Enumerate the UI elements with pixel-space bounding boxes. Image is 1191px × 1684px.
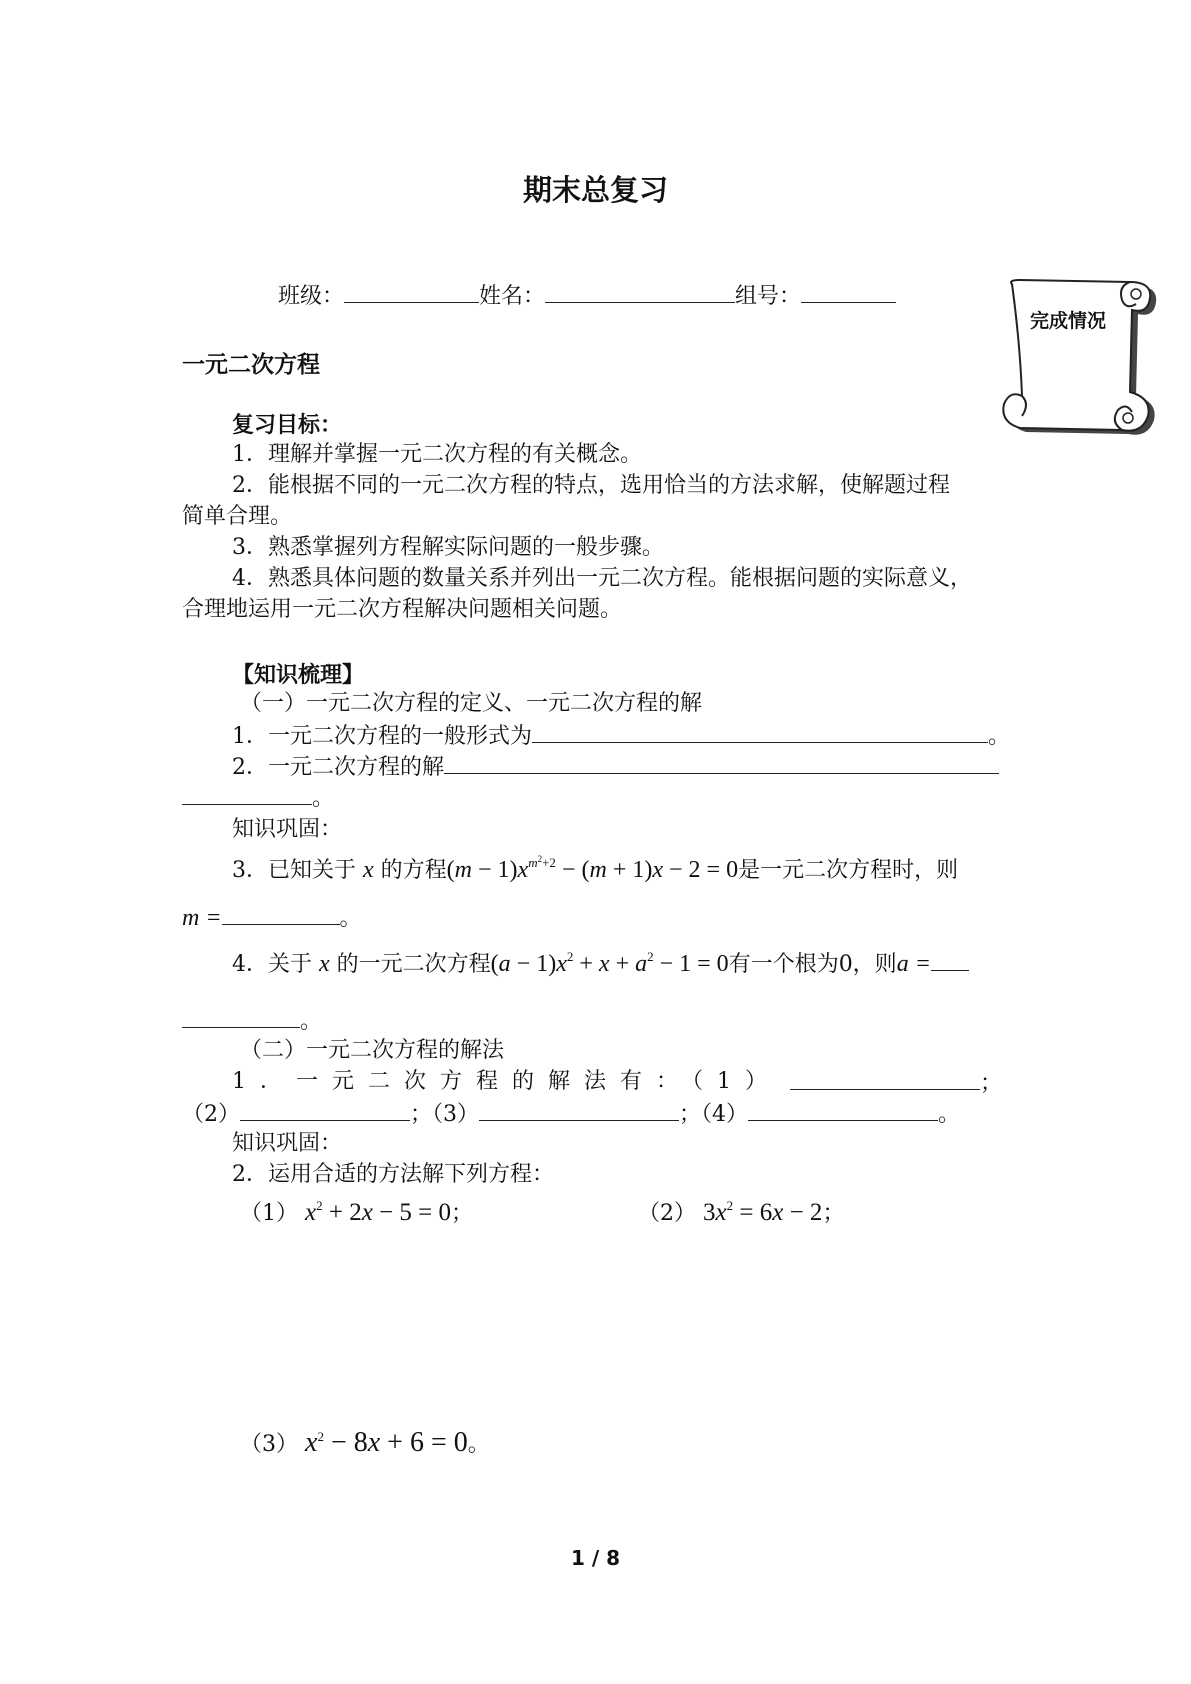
period: 。 bbox=[467, 1432, 490, 1457]
period: 。 bbox=[988, 724, 1011, 749]
class-label: 班级： bbox=[278, 284, 345, 309]
equation-1-row bbox=[240, 1198, 473, 1229]
methods-text: 1．一元二次方程的解法有：（1） bbox=[232, 1069, 781, 1094]
question-4 bbox=[232, 948, 969, 980]
question-3-answer-line bbox=[182, 902, 362, 934]
method-2-answer[interactable] bbox=[240, 1098, 410, 1121]
equation-3: $x^2 - 8x + 6 = 0$ bbox=[305, 1427, 468, 1458]
question-4-prefix: 4．关于 bbox=[232, 952, 312, 977]
equation-3-row bbox=[240, 1428, 490, 1460]
method-3-answer[interactable] bbox=[479, 1098, 679, 1121]
equation-2-row bbox=[638, 1198, 844, 1229]
group-label: 组号： bbox=[735, 284, 802, 309]
part1-title: （一）一元二次方程的定义、一元二次方程的解 bbox=[240, 691, 703, 716]
question-3-answer[interactable] bbox=[222, 902, 340, 925]
question-4-suffix: 有一个根为0，则 bbox=[728, 952, 897, 977]
equation-3-label: （3） bbox=[240, 1432, 298, 1457]
semicolon: ； bbox=[822, 1201, 845, 1226]
question-4-cont bbox=[182, 1005, 322, 1037]
period: 。 bbox=[339, 906, 362, 931]
question-3-prefix: 3．已知关于 bbox=[232, 858, 356, 883]
consolidate-1: 知识巩固： bbox=[232, 817, 343, 842]
goals-heading: 复习目标： bbox=[232, 413, 343, 438]
method-4-answer[interactable] bbox=[748, 1098, 938, 1121]
question-3 bbox=[232, 855, 958, 886]
question-2-answer[interactable] bbox=[444, 751, 999, 774]
equation-1: $x^2 + 2x - 5 = 0$ bbox=[305, 1198, 452, 1226]
question-3-mid: 的方程 bbox=[380, 858, 447, 883]
name-label: 姓名： bbox=[479, 284, 546, 309]
question-2-answer-cont[interactable] bbox=[182, 782, 312, 805]
semicolon: ； bbox=[451, 1201, 474, 1226]
period: 。 bbox=[938, 1102, 961, 1127]
variable-x: x bbox=[319, 951, 330, 977]
question-2-text: 2．一元二次方程的解 bbox=[232, 755, 444, 780]
question-1-answer[interactable] bbox=[532, 720, 988, 743]
methods-line bbox=[232, 1067, 781, 1097]
goal-item-4-cont: 合理地运用一元二次方程解决问题相关问题。 bbox=[182, 597, 623, 622]
part2-title: （二）一元二次方程的解法 bbox=[240, 1038, 505, 1063]
question-5: 2．运用合适的方法解下列方程： bbox=[232, 1162, 554, 1187]
equation-q4: $(a - 1)x^2 + x + a^2 - 1 = 0$ bbox=[490, 949, 729, 977]
question-4-mid: 的一元二次方程 bbox=[336, 952, 491, 977]
equation-2-label: （2） bbox=[638, 1201, 696, 1226]
page-title: 期末总复习 bbox=[522, 173, 668, 207]
method-1-answer[interactable] bbox=[790, 1067, 980, 1090]
goal-item-3: 3．熟悉掌握列方程解实际问题的一般步骤。 bbox=[232, 535, 664, 560]
question-4-answer[interactable] bbox=[931, 948, 969, 971]
question-4-answer-cont[interactable] bbox=[182, 1005, 300, 1028]
methods-line-2 bbox=[182, 1098, 960, 1130]
method-3-label: （3） bbox=[432, 1102, 480, 1127]
completion-status-label: 完成情况 bbox=[1030, 310, 1107, 332]
period: 。 bbox=[300, 1009, 323, 1034]
equation-q3: $(m - 1)x^{m^2+2} - (m + 1)x - 2 = 0$ bbox=[446, 854, 739, 883]
name-field[interactable] bbox=[545, 280, 735, 303]
answer-var-a: a = bbox=[896, 951, 931, 977]
variable-x: x bbox=[363, 857, 374, 883]
goal-item-1: 1．理解并掌握一元二次方程的有关概念。 bbox=[232, 442, 642, 467]
period: 。 bbox=[312, 786, 335, 811]
goal-item-2: 2．能根据不同的一元二次方程的特点，选用恰当的方法求解，使解题过程 bbox=[232, 473, 950, 498]
answer-var-m: m = bbox=[182, 905, 222, 931]
semicolon: ； bbox=[679, 1102, 702, 1127]
knowledge-heading: 【知识梳理】 bbox=[232, 663, 365, 688]
semicolon: ； bbox=[980, 1071, 1003, 1096]
method-4-label: （4） bbox=[701, 1102, 749, 1127]
question-1-text: 1．一元二次方程的一般形式为 bbox=[232, 724, 532, 749]
goal-item-4: 4．熟悉具体问题的数量关系并列出一元二次方程。能根据问题的实际意义， bbox=[232, 566, 972, 591]
consolidate-2: 知识巩固： bbox=[232, 1131, 343, 1156]
completion-scroll-icon bbox=[990, 272, 1165, 442]
question-1 bbox=[232, 720, 1010, 752]
goal-item-2-cont: 简单合理。 bbox=[182, 504, 293, 529]
equation-1-label: （1） bbox=[240, 1201, 298, 1226]
class-field[interactable] bbox=[344, 280, 479, 303]
method-2-label: （2） bbox=[182, 1102, 240, 1127]
question-3-suffix: 是一元二次方程时，则 bbox=[738, 858, 959, 883]
group-field[interactable] bbox=[801, 280, 896, 303]
student-info-line bbox=[278, 280, 896, 312]
question-2 bbox=[232, 751, 999, 783]
equation-2: $3x^2 = 6x - 2$ bbox=[703, 1198, 823, 1226]
method-1 bbox=[790, 1067, 1002, 1099]
question-2-cont bbox=[182, 782, 334, 814]
page-number: 1 / 8 bbox=[570, 1546, 621, 1570]
section-title: 一元二次方程 bbox=[182, 352, 320, 378]
semicolon: ； bbox=[410, 1102, 433, 1127]
